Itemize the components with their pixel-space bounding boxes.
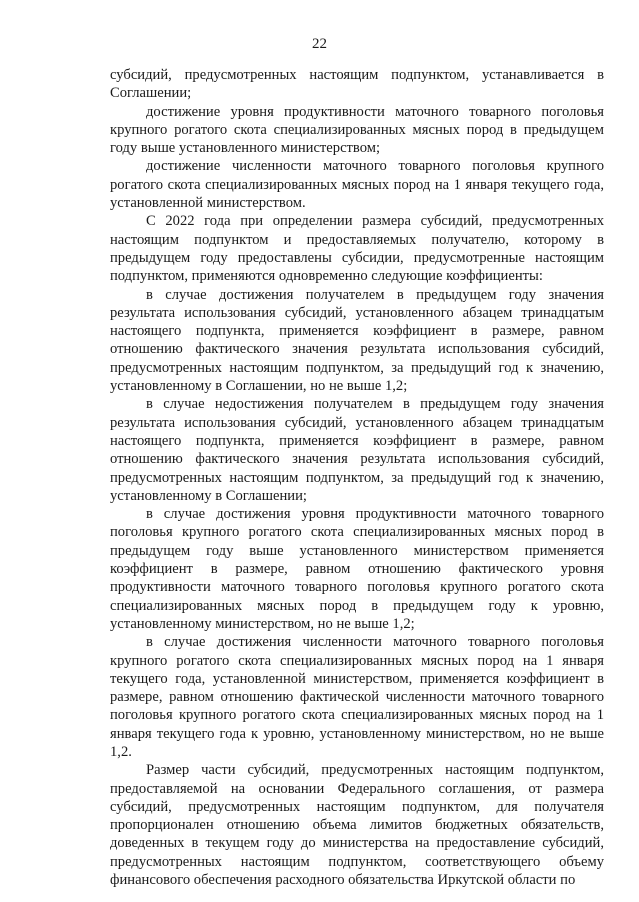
- paragraph: достижение численности маточного товарного поголовья крупного рогатого скота специализированных мясных пород на 1 января текущего года, установленной министерством.: [110, 158, 604, 212]
- paragraph: Размер части субсидий, предусмотренных настоящим подпунктом, предоставляемой на основании Федерального соглашения, от размера субсидий, предусмотренных настоящим подпунктом, для получателя пропорционален отношению объема лимитов бюджетных обязательств, доведенных в текущем году до министерства на предоставление субсидий, предусмотренных настоящим подпунктом, соответствующего объему финансового обеспечения расходного обязательства Иркутской области по: [110, 762, 604, 889]
- page-number: 22: [312, 36, 327, 52]
- paragraph-continuation: субсидий, предусмотренных настоящим подпунктом, устанавливается в Соглашении;: [110, 67, 604, 102]
- paragraph: в случае достижения численности маточного товарного поголовья крупного рогатого скота специализированных мясных пород на 1 января текущего года, установленной министерством, применяется коэффициент в размере, равном отношению фактической численности маточного товарного поголовья крупного рогатого скота специализированных мясных пород на 1 января текущего года к уровню, установленному министерством, но не выше 1,2.: [110, 634, 604, 760]
- paragraph: в случае недостижения получателем в предыдущем году значения результата использования субсидий, установленного абзацем тринадцатым настоящего подпункта, применяется коэффициент в размере, равном отношению фактического значения результата использования субсидий, предусмотренных настоящим подпунктом, за предыдущий год к значению, установленному в Соглашении;: [110, 396, 604, 504]
- paragraph: С 2022 года при определении размера субсидий, предусмотренных настоящим подпунктом и предоставляемых получателю, которому в предыдущем году предоставлены субсидии, предусмотренные настоящим подпунктом, применяются одновременно следующие коэффициенты:: [110, 213, 604, 285]
- paragraph: в случае достижения уровня продуктивности маточного товарного поголовья крупного рогатого скота специализированных мясных пород в предыдущем году выше установленного министерством применяется коэффициент в размере, равном отношению фактического уровня продуктивности маточного товарного поголовья крупного рогатого скота специализированных мясных пород в предыдущем году к уровню, установленному министерством, но не выше 1,2;: [110, 506, 604, 632]
- paragraph: достижение уровня продуктивности маточного товарного поголовья крупного рогатого скота специализированных мясных пород в предыдущем году выше установленного министерством;: [110, 103, 604, 157]
- paragraph: в случае достижения получателем в предыдущем году значения результата использования субсидий, установленного абзацем тринадцатым настоящего подпункта, применяется коэффициент в размере, равном отношению фактического значения результата использования субсидий, предусмотренных настоящим подпунктом, за предыдущий год к значению, установленному в Соглашении, но не выше 1,2;: [110, 286, 604, 395]
- document-body: [110, 66, 604, 889]
